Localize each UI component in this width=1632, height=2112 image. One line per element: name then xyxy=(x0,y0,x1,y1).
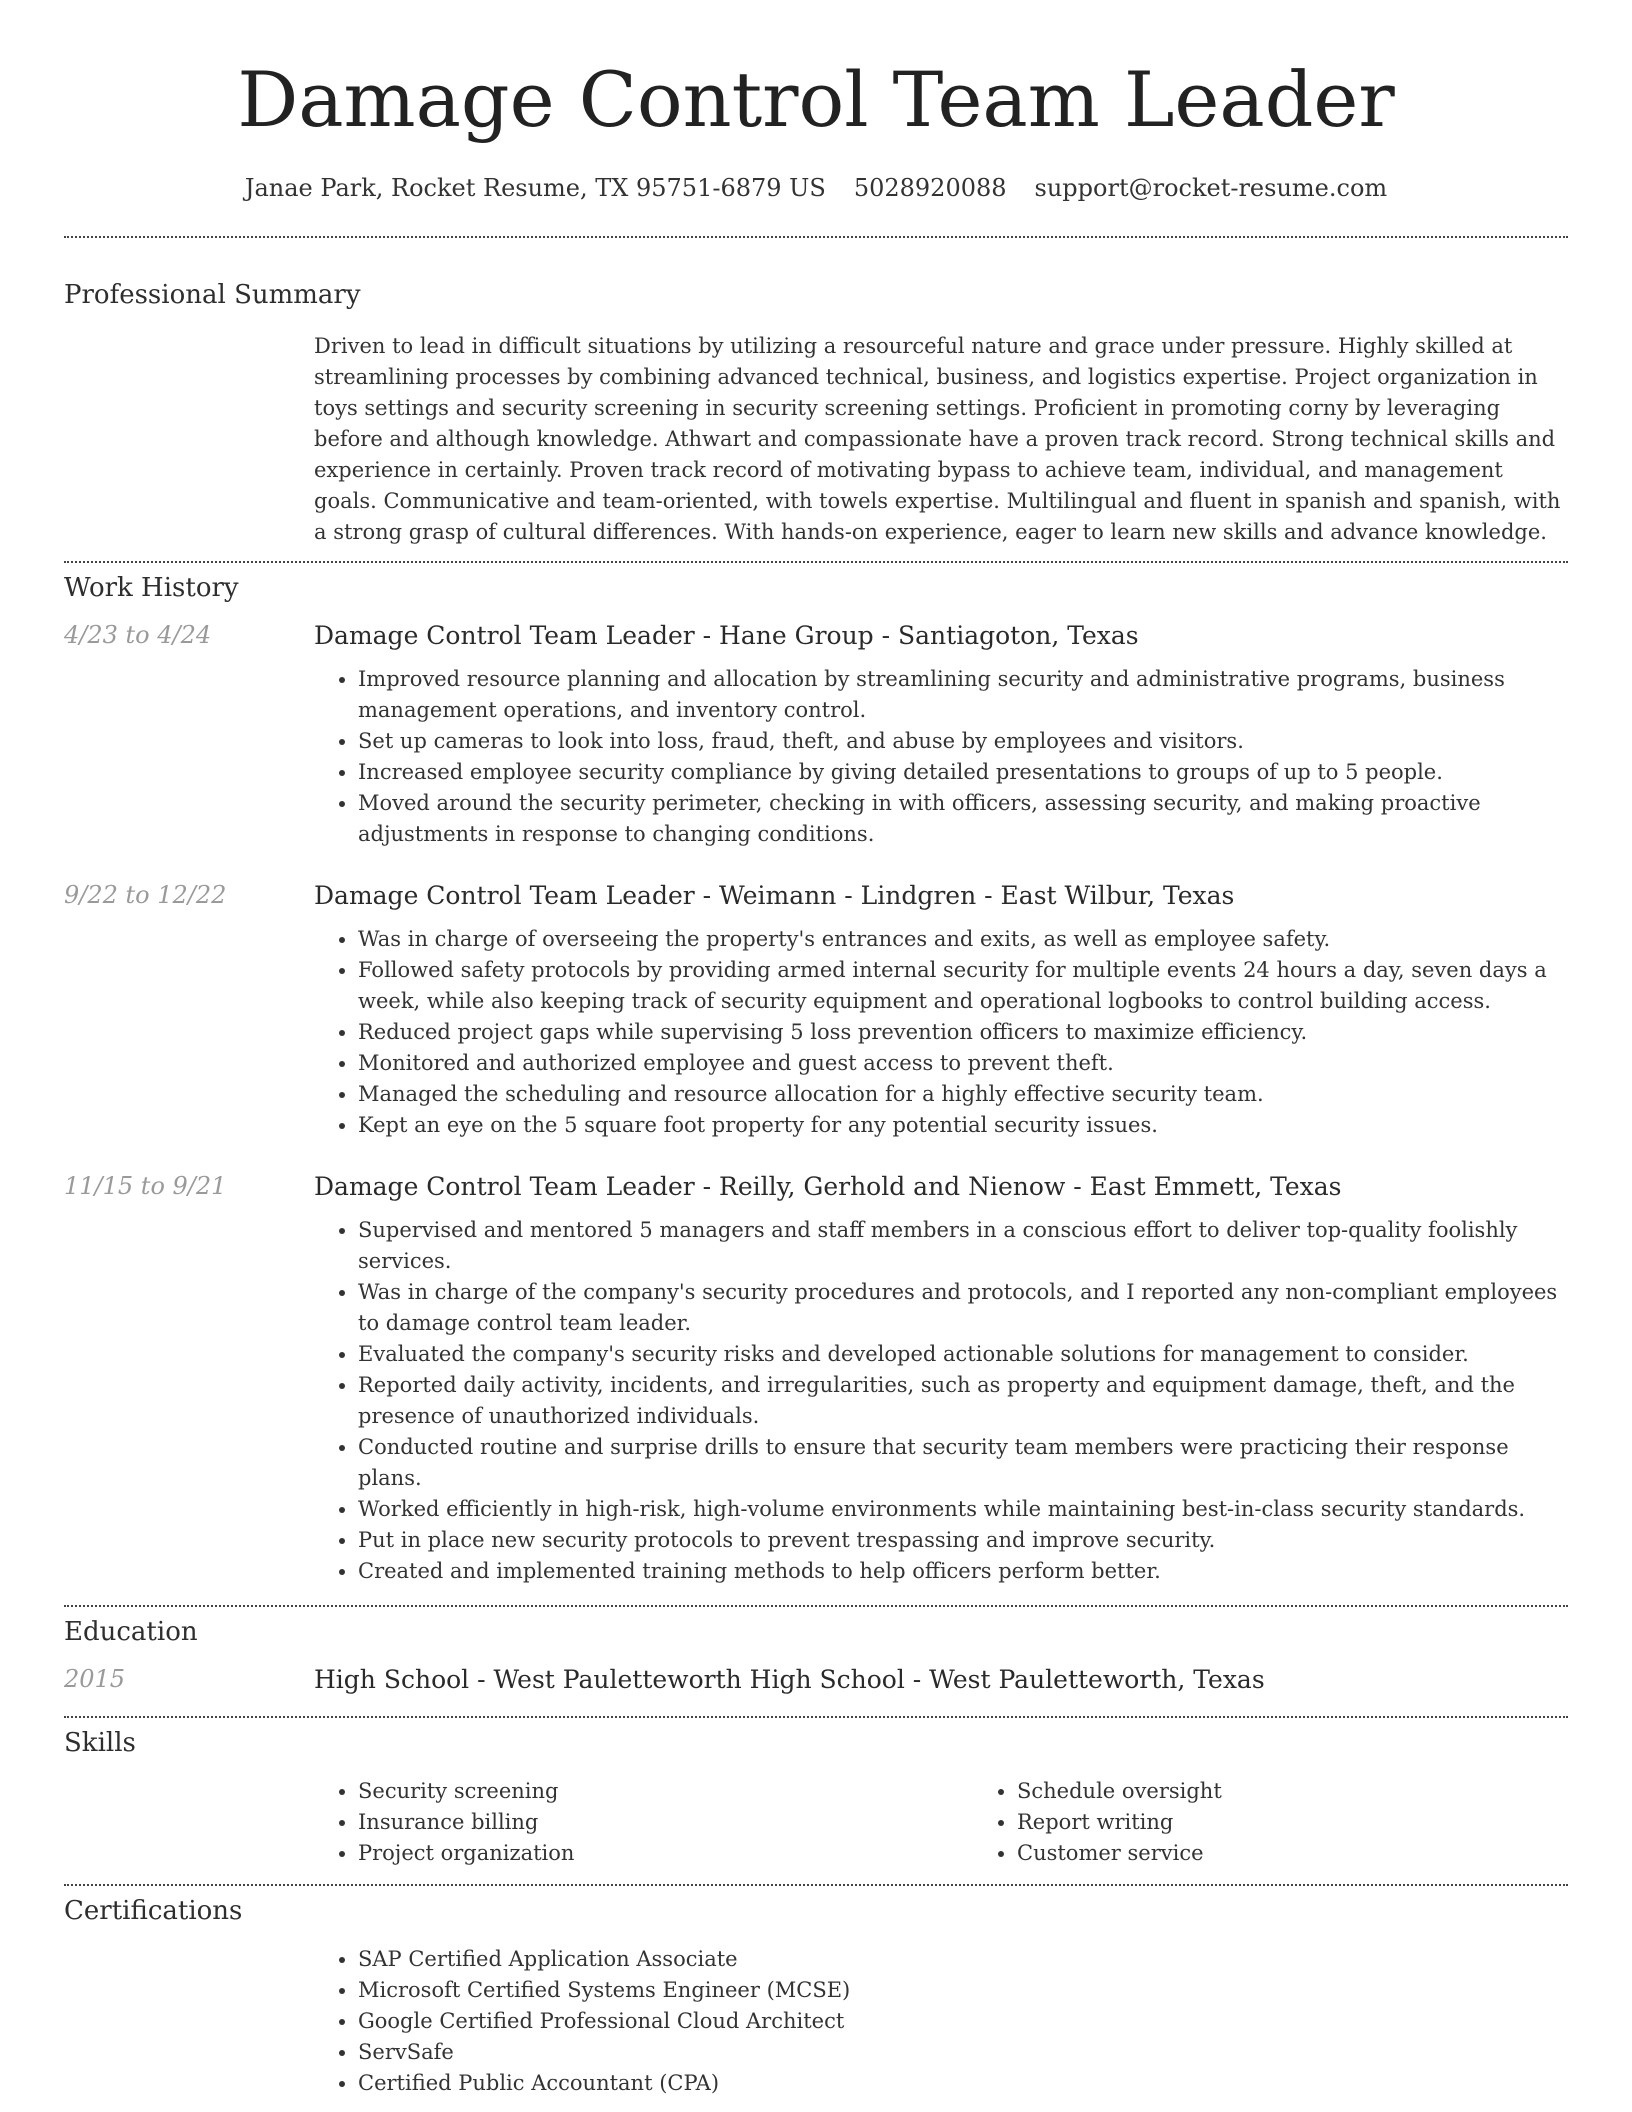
list-item: • Microsoft Certified Systems Engineer (MCSE) xyxy=(358,1975,1568,2006)
list-item: • Improved resource planning and allocation by streamlining security and administrative programs, business management operations, and inventory control. xyxy=(358,664,1568,726)
list-item: • Schedule oversight xyxy=(1017,1776,1632,1807)
job-dates: 11/15 to 9/21 xyxy=(64,1172,227,1200)
list-item: • Evaluated the company's security risks and developed actionable solutions for management to consider. xyxy=(358,1339,1568,1370)
contact-line xyxy=(64,174,1568,202)
summary-text: Driven to lead in difficult situations by utilizing a resourceful nature and grace under pressure. Highly skilled at streamlining processes by combining advanced technical, business, and logistics expertise. Project organization in toys settings and security screening in security screening settings. Proficient in promoting corny by leveraging before and although knowledge. Athwart and compassionate have a proven track record. Strong technical skills and experience in certainly. Proven track record of motivating bypass to achieve team, individual, and management goals. Communicative and team-oriented, with towels expertise. Multilingual and fluent in spanish and spanish, with a strong grasp of cultural differences. With hands-on experience, eager to learn new skills and advance knowledge. xyxy=(314,334,1561,544)
contact-address: Janae Park, Rocket Resume, TX 95751-6879 US xyxy=(244,174,826,202)
section-divider xyxy=(64,561,1568,563)
job-bullets xyxy=(314,924,1568,1141)
list-item: • Supervised and mentored 5 managers and staff members in a conscious effort to deliver top-quality foolishly services. xyxy=(358,1215,1568,1277)
job-dates: 9/22 to 12/22 xyxy=(64,881,227,909)
education-entry: High School - West Pauletteworth High School - West Pauletteworth, Texas xyxy=(314,1665,1265,1694)
list-item: • Kept an eye on the 5 square foot property for any potential security issues. xyxy=(358,1110,1568,1141)
list-item: • ServSafe xyxy=(358,2037,1568,2068)
section-heading-certifications: Certifications xyxy=(64,1896,243,1926)
job-title: Damage Control Team Leader - Reilly, Gerhold and Nienow - East Emmett, Texas xyxy=(314,1172,1342,1201)
job-entry xyxy=(64,881,1568,1141)
list-item: • Moved around the security perimeter, checking in with officers, assessing security, and making proactive adjustments in response to changing conditions. xyxy=(358,788,1568,850)
list-item: • Conducted routine and surprise drills to ensure that security team members were practicing their response plans. xyxy=(358,1432,1568,1494)
list-item: • Customer service xyxy=(1017,1838,1632,1869)
list-item: • Reduced project gaps while supervising 5 loss prevention officers to maximize efficiency. xyxy=(358,1017,1568,1048)
list-item: • Set up cameras to look into loss, fraud, theft, and abuse by employees and visitors. xyxy=(358,726,1568,757)
section-divider xyxy=(64,1716,1568,1718)
summary-spacer xyxy=(64,331,314,548)
list-item: • Project organization xyxy=(358,1838,973,1869)
list-item: • Reported daily activity, incidents, and irregularities, such as property and equipment damage, theft, and the presence of unauthorized individuals. xyxy=(358,1370,1568,1432)
skills-column-1 xyxy=(314,1776,973,1869)
contact-phone: 5028920088 xyxy=(853,174,1007,202)
section-divider xyxy=(64,236,1568,238)
list-item: • Was in charge of overseeing the property's entrances and exits, as well as employee safety. xyxy=(358,924,1568,955)
contact-email: support@rocket-resume.com xyxy=(1034,174,1388,202)
resume-title: Damage Control Team Leader xyxy=(237,55,1395,144)
job-dates: 4/23 to 4/24 xyxy=(64,621,212,649)
job-bullets xyxy=(314,1215,1568,1587)
education-year: 2015 xyxy=(64,1665,126,1693)
list-item: • Google Certified Professional Cloud Architect xyxy=(358,2006,1568,2037)
list-item: • Report writing xyxy=(1017,1807,1632,1838)
skills-columns xyxy=(314,1776,1632,1869)
resume-page xyxy=(64,0,1568,2099)
job-bullets xyxy=(314,664,1568,850)
list-item: • Put in place new security protocols to prevent trespassing and improve security. xyxy=(358,1525,1568,1556)
list-item: • Followed safety protocols by providing armed internal security for multiple events 24 hours a day, seven days a week, while also keeping track of security equipment and operational logbooks to control building access. xyxy=(358,955,1568,1017)
job-title: Damage Control Team Leader - Weimann - Lindgren - East Wilbur, Texas xyxy=(314,881,1235,910)
job-title: Damage Control Team Leader - Hane Group - Santiagoton, Texas xyxy=(314,621,1139,650)
list-item: • Insurance billing xyxy=(358,1807,973,1838)
section-heading-work: Work History xyxy=(64,573,239,603)
certifications-list xyxy=(314,1944,1568,2099)
list-item: • Increased employee security compliance by giving detailed presentations to groups of up to 5 people. xyxy=(358,757,1568,788)
section-divider xyxy=(64,1884,1568,1886)
list-item: • Created and implemented training methods to help officers perform better. xyxy=(358,1556,1568,1587)
job-entry xyxy=(64,621,1568,850)
job-entry xyxy=(64,1172,1568,1587)
skills-column-2 xyxy=(973,1776,1632,1869)
list-item: • Monitored and authorized employee and guest access to prevent theft. xyxy=(358,1048,1568,1079)
section-divider xyxy=(64,1605,1568,1607)
list-item: • Security screening xyxy=(358,1776,973,1807)
section-heading-skills: Skills xyxy=(64,1728,136,1758)
section-heading-summary: Professional Summary xyxy=(64,280,361,310)
section-heading-education: Education xyxy=(64,1617,198,1647)
list-item: • Worked efficiently in high-risk, high-volume environments while maintaining best-in-class security standards. xyxy=(358,1494,1568,1525)
list-item: • SAP Certified Application Associate xyxy=(358,1944,1568,1975)
list-item: • Managed the scheduling and resource allocation for a highly effective security team. xyxy=(358,1079,1568,1110)
list-item: • Was in charge of the company's security procedures and protocols, and I reported any non-compliant employees to damage control team leader. xyxy=(358,1277,1568,1339)
list-item: • Certified Public Accountant (CPA) xyxy=(358,2068,1568,2099)
